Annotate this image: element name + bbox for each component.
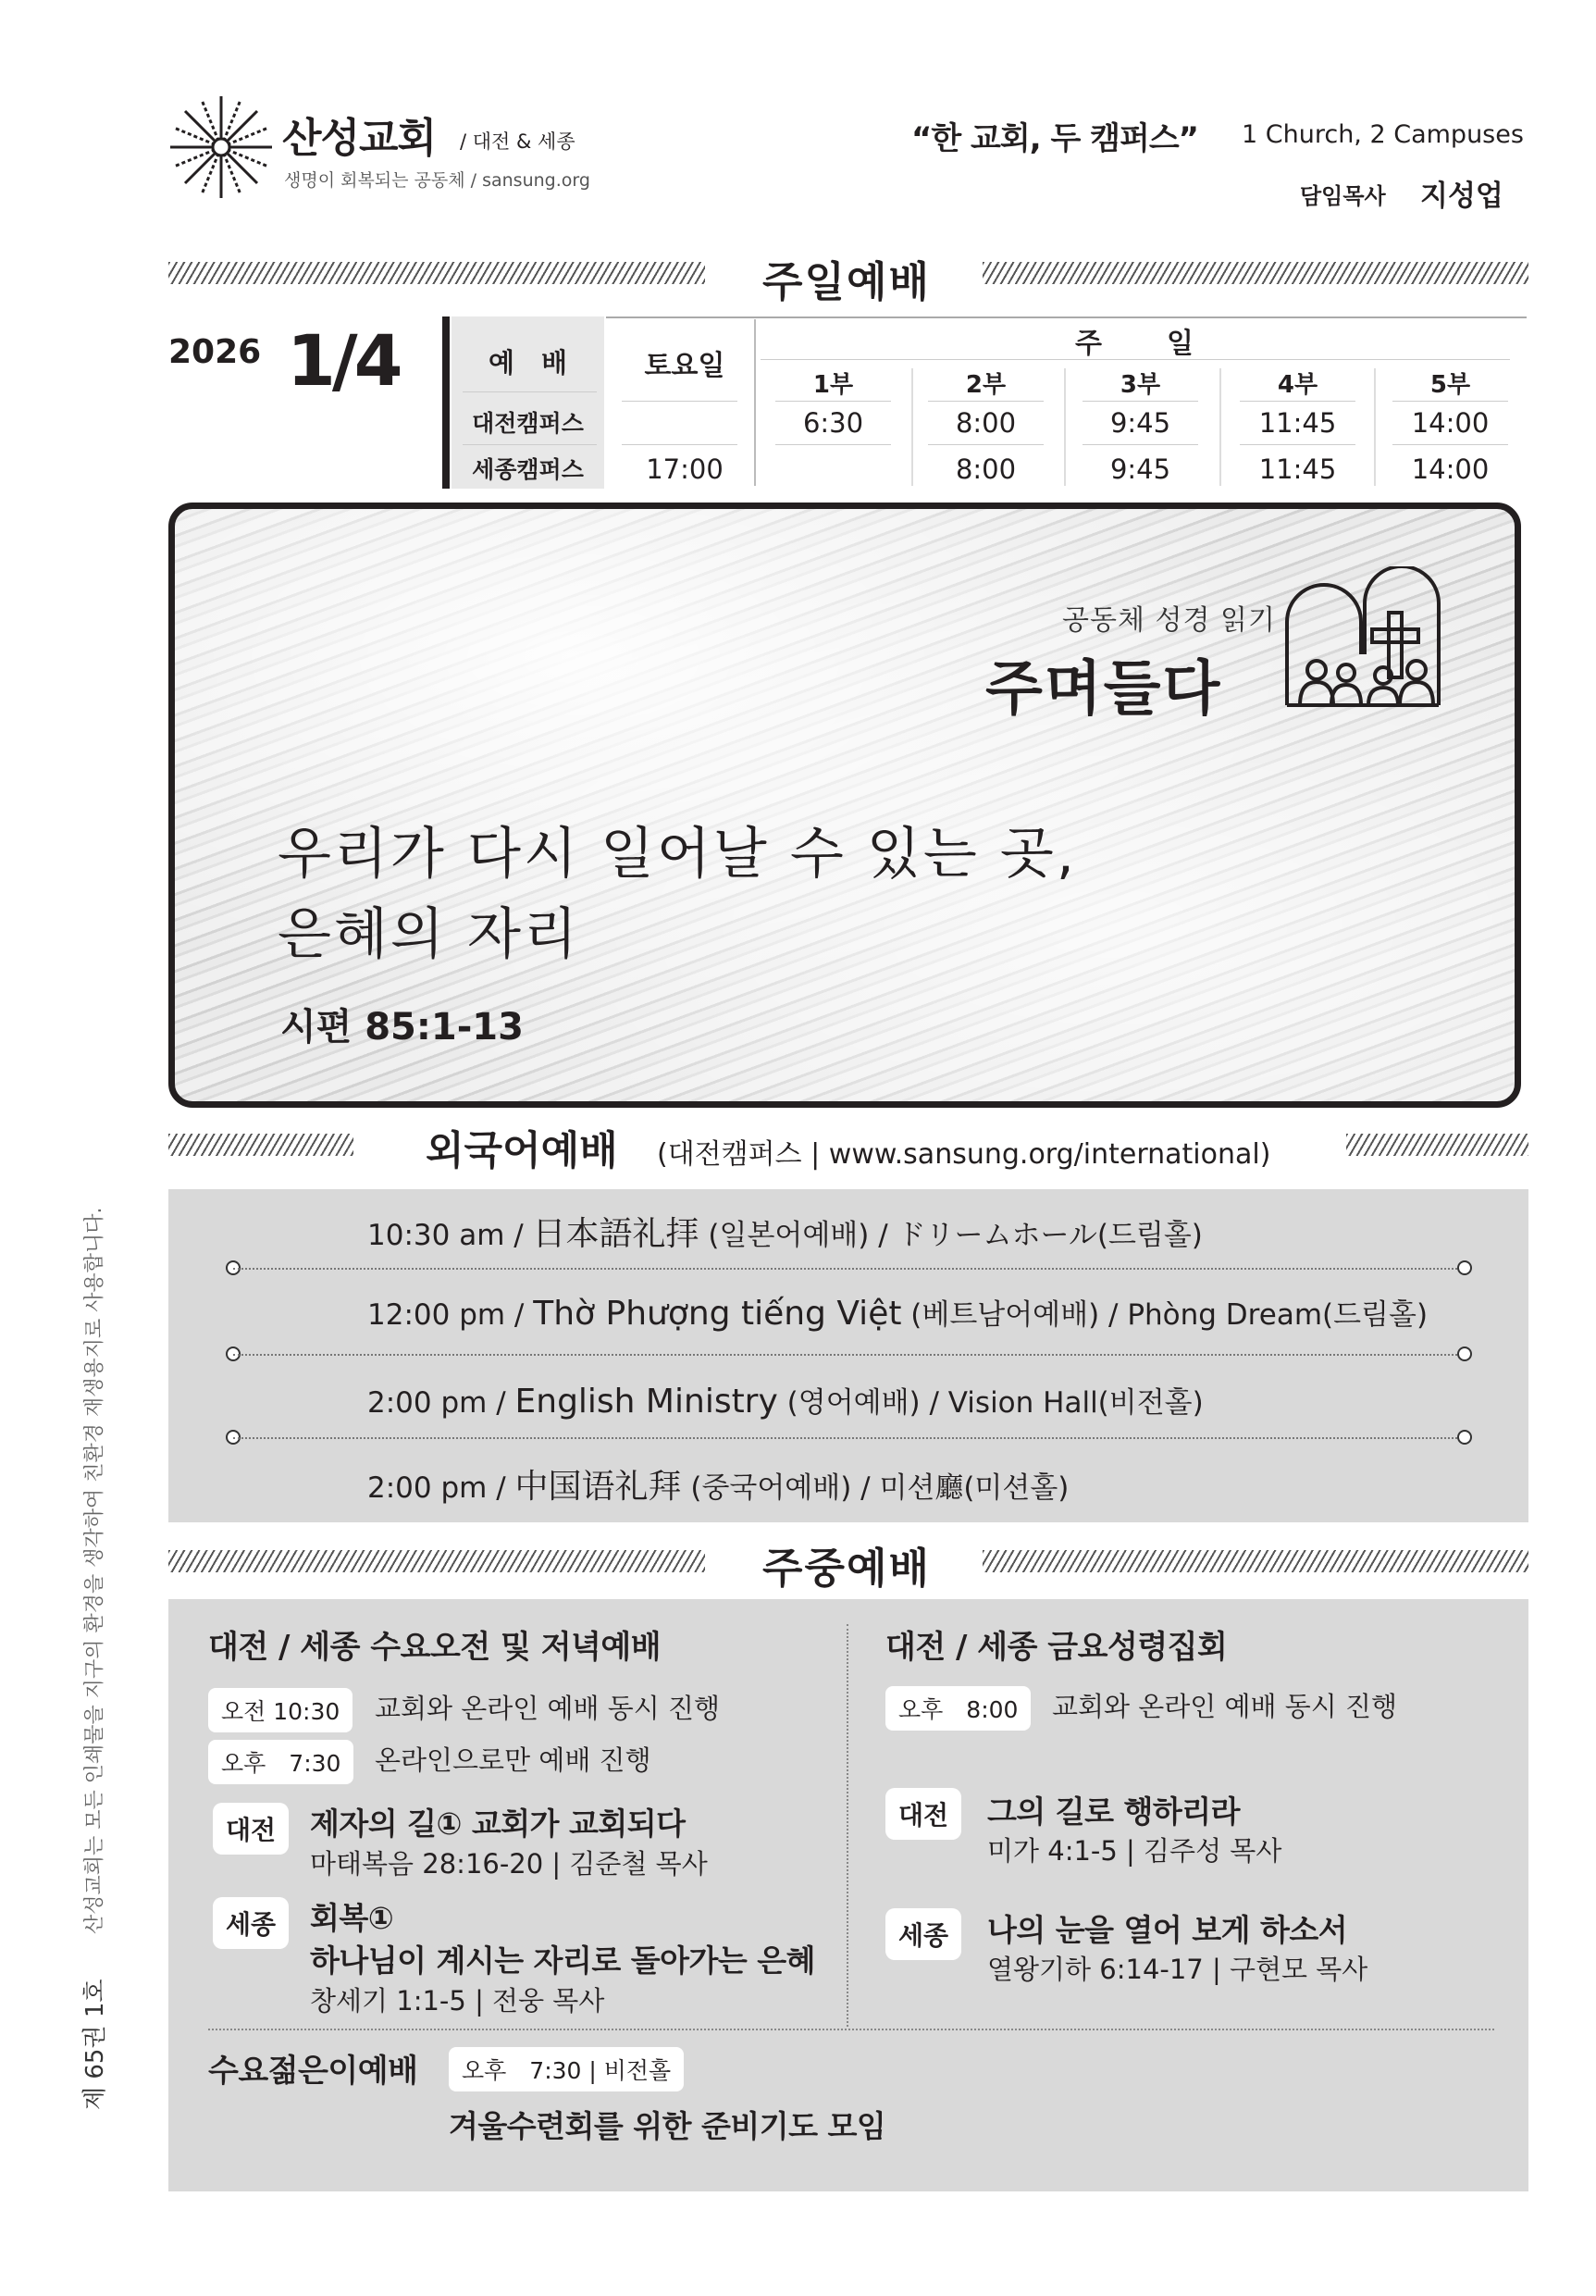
bulletin-year: 2026 xyxy=(168,333,262,371)
sunday-worship-title: 주일예배 xyxy=(762,257,931,306)
row-divider xyxy=(1392,444,1508,445)
issue-number: 제 65권 1호 xyxy=(81,1979,109,2110)
youth-worship-time-place: 오후 7:30 | 비전홀 xyxy=(449,2047,684,2091)
daejeon-time-1: 6:30 xyxy=(802,407,864,439)
friday-sejong-sermon-ref: 열왕기하 6:14-17 | 구현모 목사 xyxy=(987,1954,1368,1985)
sejong-time-5: 14:00 xyxy=(1411,453,1490,485)
sejong-saturday-time: 17:00 xyxy=(646,453,724,485)
column-divider xyxy=(1219,368,1221,486)
sermon-scripture: 시편 85:1-13 xyxy=(280,1006,524,1049)
banner-brand: 주며들다 xyxy=(985,655,1222,724)
schedule-label-sejong: 세종캠퍼스 xyxy=(472,456,584,483)
foreign-item-time: 12:00 pm / xyxy=(367,1298,534,1332)
pastor-label: 담임목사 xyxy=(1300,183,1386,209)
row-divider xyxy=(1083,401,1198,402)
foreign-item-name: English Ministry xyxy=(514,1383,778,1421)
foreign-item-desc: (일본어예배) / ドリームホール(드림홀) xyxy=(699,1219,1203,1252)
ring-bullet-icon xyxy=(1457,1347,1472,1361)
wednesday-morning-time: 오전 10:30 xyxy=(208,1688,353,1732)
friday-daejeon-sermon-title: 그의 길로 행하리라 xyxy=(987,1793,1241,1830)
column-divider xyxy=(911,368,913,486)
row-divider xyxy=(1083,444,1198,445)
friday-heading: 대전 / 세종 금요성령집회 xyxy=(885,1629,1228,1666)
daejeon-time-4: 11:45 xyxy=(1258,407,1337,439)
eco-paper-note: 산성교회는 모든 인쇄물을 지구의 환경을 생각하여 친환경 재생용지로 사용합니다. xyxy=(83,1207,106,1934)
row-divider xyxy=(463,444,597,445)
church-community-icon xyxy=(1280,566,1446,711)
youth-worship-topic: 겨울수련회를 위한 준비기도 모임 xyxy=(449,2108,886,2144)
foreign-item-desc: (중국어예배) / 미션廳(미션홀) xyxy=(681,1471,1070,1505)
saturday-header: 토요일 xyxy=(644,350,725,382)
bulletin-date: 1/4 xyxy=(287,319,400,402)
row-divider xyxy=(1240,401,1355,402)
row-divider xyxy=(622,444,737,445)
sejong-time-3: 9:45 xyxy=(1109,453,1171,485)
service-4-header: 4부 xyxy=(1277,371,1318,399)
wednesday-sejong-sermon-subtitle: 하나님이 계시는 자리로 돌아가는 은혜 xyxy=(310,1942,816,1979)
sermon-title-line1: 우리가 다시 일어날 수 있는 곳, xyxy=(278,822,1077,887)
column-divider xyxy=(754,319,756,486)
schedule-label-daejeon: 대전캠퍼스 xyxy=(472,410,584,437)
friday-time: 오후 8:00 xyxy=(885,1686,1031,1731)
foreign-item-time: 2:00 pm / xyxy=(367,1386,515,1420)
friday-note: 교회와 온라인 예배 동시 진행 xyxy=(1052,1691,1398,1722)
row-divider xyxy=(928,444,1044,445)
church-logo-icon xyxy=(167,93,276,202)
service-3-header: 3부 xyxy=(1120,371,1161,399)
hatch-divider xyxy=(168,1550,705,1572)
hatch-divider xyxy=(168,262,705,284)
foreign-item-vietnamese xyxy=(367,1291,1428,1333)
date-divider xyxy=(442,316,450,489)
sunday-header: 주 일 xyxy=(1075,328,1212,360)
campus-tag-sejong: 세종 xyxy=(213,1897,289,1949)
table-top-line xyxy=(606,316,1527,318)
column-divider xyxy=(847,1624,848,2027)
foreign-item-name: 日本語礼拝 xyxy=(532,1215,699,1253)
foreign-item-english xyxy=(367,1379,1204,1421)
foreign-item-japanese xyxy=(367,1208,1203,1255)
church-campuses: / 대전 & 세종 xyxy=(460,130,575,153)
column-divider xyxy=(1374,368,1376,486)
foreign-worship-title: 외국어예배 xyxy=(426,1128,618,1174)
wednesday-daejeon-sermon-title: 제자의 길① 교회가 교회되다 xyxy=(310,1806,686,1842)
foreign-item-name: 中国语礼拜 xyxy=(514,1468,682,1506)
schedule-label-worship: 예 배 xyxy=(488,347,568,379)
wednesday-evening-note: 온라인으로만 예배 진행 xyxy=(375,1744,651,1776)
sermon-title-line2: 은혜의 자리 xyxy=(278,902,580,967)
foreign-worship-subtitle: (대전캠퍼스 | www.sansung.org/international) xyxy=(657,1138,1271,1171)
hatch-divider xyxy=(1346,1134,1528,1156)
foreign-item-name: Thờ Phượng tiếng Việt xyxy=(533,1295,902,1333)
wednesday-daejeon-sermon-ref: 마태복음 28:16-20 | 김준철 목사 xyxy=(310,1848,708,1880)
campus-tag-daejeon: 대전 xyxy=(885,1788,961,1840)
row-divider xyxy=(463,391,597,392)
row-divider xyxy=(1392,401,1508,402)
pastor-name: 지성업 xyxy=(1420,180,1503,213)
wednesday-sejong-sermon-ref: 창세기 1:1-5 | 전웅 목사 xyxy=(310,1985,605,2017)
dotted-divider xyxy=(233,1354,1468,1356)
friday-sejong-sermon-title: 나의 눈을 열어 보게 하소서 xyxy=(987,1912,1348,1948)
wednesday-sejong-sermon-title: 회복① xyxy=(310,1900,394,1936)
daejeon-time-2: 8:00 xyxy=(955,407,1017,439)
daejeon-time-5: 14:00 xyxy=(1411,407,1490,439)
dotted-divider xyxy=(208,2029,1494,2030)
slogan: “한 교회, 두 캠퍼스” xyxy=(911,120,1199,157)
hatch-divider xyxy=(168,1134,353,1156)
youth-worship-label: 수요젊은이예배 xyxy=(208,2053,418,2090)
wednesday-morning-note: 교회와 온라인 예배 동시 진행 xyxy=(375,1693,721,1724)
campus-tag-sejong: 세종 xyxy=(885,1908,961,1960)
church-tagline: 생명이 회복되는 공동체 / sansung.org xyxy=(284,170,590,191)
service-5-header: 5부 xyxy=(1429,371,1471,399)
row-divider xyxy=(622,401,737,402)
row-divider xyxy=(1240,444,1355,445)
campus-tag-daejeon: 대전 xyxy=(213,1803,289,1855)
hatch-divider xyxy=(983,1550,1528,1572)
foreign-item-chinese xyxy=(367,1460,1069,1508)
foreign-item-desc: (베트남어예배) / Phòng Dream(드림홀) xyxy=(901,1298,1429,1332)
service-1-header: 1부 xyxy=(812,371,854,399)
foreign-item-desc: (영어예배) / Vision Hall(비전홀) xyxy=(777,1386,1204,1420)
row-divider xyxy=(775,401,891,402)
slogan-english: 1 Church, 2 Campuses xyxy=(1242,120,1524,149)
wednesday-evening-time: 오후 7:30 xyxy=(208,1740,353,1784)
row-divider xyxy=(775,444,891,445)
row-divider xyxy=(928,401,1044,402)
daejeon-time-3: 9:45 xyxy=(1109,407,1171,439)
hatch-divider xyxy=(983,262,1528,284)
ring-bullet-icon xyxy=(1457,1430,1472,1445)
row-divider xyxy=(761,359,1510,360)
midweek-worship-title: 주중예배 xyxy=(762,1544,931,1593)
church-name: 산성교회 xyxy=(282,115,437,162)
dotted-divider xyxy=(233,1437,1468,1439)
friday-daejeon-sermon-ref: 미가 4:1-5 | 김주성 목사 xyxy=(987,1835,1282,1867)
sejong-time-2: 8:00 xyxy=(955,453,1017,485)
column-divider xyxy=(1064,368,1066,486)
banner-subtitle: 공동체 성경 읽기 xyxy=(1062,604,1276,637)
sejong-time-4: 11:45 xyxy=(1258,453,1337,485)
foreign-item-time: 2:00 pm / xyxy=(367,1471,515,1505)
service-2-header: 2부 xyxy=(965,371,1007,399)
wednesday-heading: 대전 / 세종 수요오전 및 저녁예배 xyxy=(208,1629,662,1666)
ring-bullet-icon xyxy=(1457,1260,1472,1275)
foreign-item-time: 10:30 am / xyxy=(367,1219,533,1252)
dotted-divider xyxy=(233,1268,1468,1270)
